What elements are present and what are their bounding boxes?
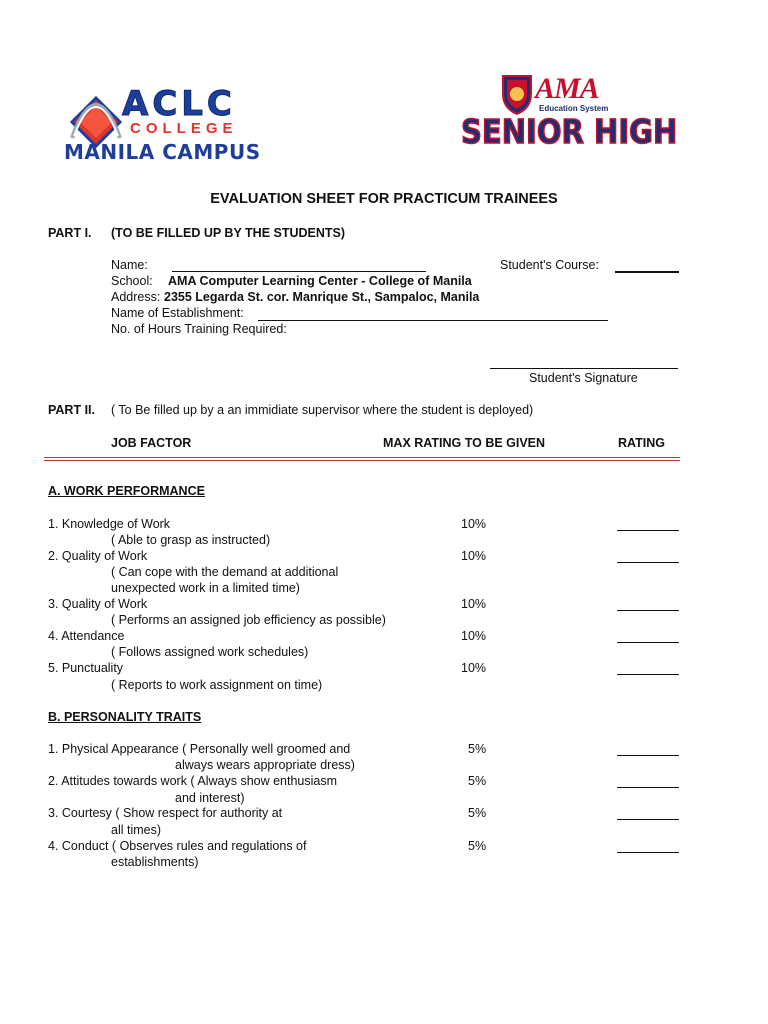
a5-max-rating: 10%	[461, 661, 487, 675]
b1-title: 1. Physical Appearance ( Personally well groomed and	[48, 742, 351, 756]
a1-description: ( Able to grasp as instructed)	[111, 533, 271, 547]
a2-rating-field[interactable]	[617, 562, 679, 563]
header-divider	[44, 457, 680, 461]
a5-description: ( Reports to work assignment on time)	[111, 678, 323, 692]
ama-subtitle-text: Education System	[539, 104, 609, 113]
max-rating-header: MAX RATING TO BE GIVEN	[383, 436, 546, 450]
a2-description-line2: unexpected work in a limited time)	[111, 581, 300, 595]
part2-description: ( To Be filled up by a an immidiate supervisor where the student is deployed)	[111, 403, 534, 417]
b3-title: 3. Courtesy ( Show respect for authority at	[48, 806, 283, 820]
a2-title: 2. Quality of Work	[48, 549, 148, 563]
a1-title: 1. Knowledge of Work	[48, 517, 171, 531]
aclc-college-logo	[58, 76, 261, 168]
a3-max-rating: 10%	[461, 597, 487, 611]
part1-description: (TO BE FILLED UP BY THE STUDENTS)	[111, 226, 346, 240]
b1-description: always wears appropriate dress)	[175, 758, 355, 772]
hours-label: No. of Hours Training Required:	[111, 322, 287, 336]
address-value: 2355 Legarda St. cor. Manrique St., Sampaloc, Manila	[164, 290, 480, 304]
b1-max-rating: 5%	[468, 742, 487, 756]
a5-rating-field[interactable]	[617, 674, 679, 675]
signature-label: Student's Signature	[529, 371, 638, 385]
name-label: Name:	[111, 258, 148, 272]
b3-description: all times)	[111, 823, 162, 837]
b2-title: 2. Attitudes towards work ( Always show enthusiasm	[48, 774, 338, 788]
course-label: Student's Course:	[500, 258, 599, 272]
b3-rating-field[interactable]	[617, 819, 679, 820]
a4-description: ( Follows assigned work schedules)	[111, 645, 309, 659]
b3-max-rating: 5%	[468, 806, 487, 820]
b4-rating-field[interactable]	[617, 852, 679, 853]
b4-max-rating: 5%	[468, 839, 487, 853]
school-value: AMA Computer Learning Center - College of Manila	[168, 274, 472, 288]
part1-label: PART I.	[48, 226, 92, 240]
a3-title: 3. Quality of Work	[48, 597, 148, 611]
ama-brand-text: AMA	[535, 72, 599, 105]
a1-max-rating: 10%	[461, 517, 487, 531]
aclc-campus-text: MANILA CAMPUS	[64, 140, 261, 164]
section-a-title: A. WORK PERFORMANCE	[48, 484, 205, 498]
signature-line[interactable]	[490, 368, 678, 369]
school-label: School:	[111, 274, 153, 288]
b2-rating-field[interactable]	[617, 787, 679, 788]
aclc-logo-text: ACLC	[122, 84, 236, 124]
b2-max-rating: 5%	[468, 774, 487, 788]
address-label: Address:	[111, 290, 161, 304]
establishment-field[interactable]	[258, 320, 608, 321]
part2-label: PART II.	[48, 403, 95, 417]
a3-rating-field[interactable]	[617, 610, 679, 611]
b2-description: and interest)	[175, 791, 245, 805]
a3-description: ( Performs an assigned job efficiency as possible)	[111, 613, 386, 627]
rating-header: RATING	[618, 436, 665, 450]
a4-max-rating: 10%	[461, 629, 487, 643]
section-b-title: B. PERSONALITY TRAITS	[48, 710, 202, 724]
senior-high-text: SENIOR HIGH	[461, 112, 678, 151]
b4-title: 4. Conduct ( Observes rules and regulations of	[48, 839, 307, 853]
a2-description-line1: ( Can cope with the demand at additional	[111, 565, 339, 579]
a5-title: 5. Punctuality	[48, 661, 124, 675]
b4-description: establishments)	[111, 855, 199, 869]
a2-max-rating: 10%	[461, 549, 487, 563]
ama-senior-high-logo	[455, 72, 678, 162]
aclc-college-text: COLLEGE	[130, 120, 238, 137]
b1-rating-field[interactable]	[617, 755, 679, 756]
a1-rating-field[interactable]	[617, 530, 679, 531]
a4-rating-field[interactable]	[617, 642, 679, 643]
a4-title: 4. Attendance	[48, 629, 125, 643]
establishment-label: Name of Establishment:	[111, 306, 244, 320]
course-field[interactable]	[615, 271, 679, 273]
page-title: EVALUATION SHEET FOR PRACTICUM TRAINEES	[210, 191, 558, 207]
job-factor-header: JOB FACTOR	[111, 436, 192, 450]
name-field[interactable]	[172, 271, 426, 272]
